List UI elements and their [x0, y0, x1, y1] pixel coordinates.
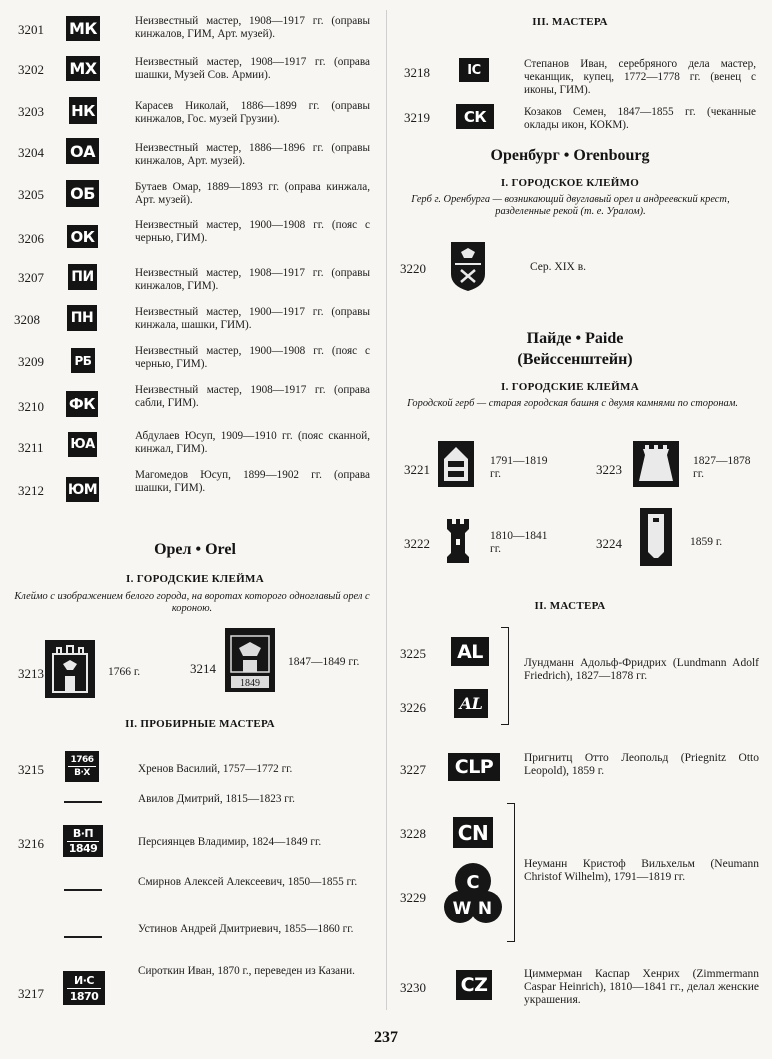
entry-text: Неизвестный мастер, 1900—1908 гг. (пояс с чернью, ГИМ). — [135, 219, 370, 244]
hallmark-3225: AL — [451, 637, 489, 666]
mark-years-3223: 1827—1878 гг. — [693, 455, 751, 480]
mark-text-3220: Сер. XIX в. — [530, 261, 587, 273]
entry-text: Карасев Николай, 1886—1899 гг. (оправы кинжалов, Гос. музей Грузии). — [135, 100, 370, 125]
hallmark-ob: ОБ — [66, 180, 99, 207]
orel-city-marks-desc: Клеймо с изображением белого города, на воротах которого одноглавый орел с короною. — [14, 591, 370, 614]
entry-text-avilov: Авилов Дмитрий, 1815—1823 гг. — [138, 793, 295, 805]
orenburg-desc: Герб г. Оренбурга — возникающий двуглавый орел и андреевский крест, разделенные рекой (т. е. Уралом). — [411, 194, 730, 217]
bracket-3225-3226 — [501, 627, 509, 725]
entry-text-3227: Пригнитц Отто Леопольд (Priegnitz Otto Leopold), 1859 г. — [524, 752, 759, 777]
entry-number: 3210 — [18, 399, 44, 414]
orel-city-mark-1847-icon — [225, 628, 275, 692]
entry-number: 3207 — [18, 270, 44, 285]
mark-number-3230: 3230 — [400, 980, 426, 995]
hallmark-mkh: МХ — [66, 56, 100, 81]
mark-number-3217: 3217 — [18, 986, 44, 1001]
hallmark-ok: ОК — [67, 225, 98, 248]
hallmark-3217-top: И·С — [74, 973, 94, 987]
entry-text-neumann: Неуманн Кристоф Вильхельм (Neumann Christof Wilhelm), 1791—1819 гг. — [524, 858, 759, 883]
mark-number-3220: 3220 — [400, 261, 426, 276]
missing-mark-dash — [64, 889, 102, 891]
section-title-orel: Орел • Orel — [154, 541, 236, 558]
mark-years-3221: 1791—1819 гг. — [490, 455, 548, 480]
entry-text: Магомедов Юсуп, 1899—1902 гг. (оправа шашки, ГИМ). — [135, 469, 370, 494]
entry-text: Абдулаев Юсуп, 1909—1910 гг. (пояс сканной, кинжал, ГИМ). — [135, 430, 370, 455]
mark-year-3213: 1766 г. — [108, 666, 141, 678]
mark-number-3213: 3213 — [18, 666, 44, 681]
mark-number-3227: 3227 — [400, 762, 426, 777]
hallmark-3230: CZ — [456, 970, 492, 1000]
hallmark-3216-top: В·П — [72, 826, 94, 840]
paide-tower-mark-3223-icon — [633, 441, 679, 487]
mark-number-3223: 3223 — [596, 462, 622, 477]
entry-text-3217: Сироткин Иван, 1870 г., переведен из Казани. — [138, 965, 355, 977]
orenburg-coat-of-arms-icon — [449, 240, 487, 292]
hallmark-mk: МК — [66, 16, 100, 41]
entry-number: 3205 — [18, 187, 44, 202]
hallmark-3229-c: C — [466, 872, 480, 893]
hallmark-nk: НК — [69, 97, 97, 124]
entry-number: 3202 — [18, 62, 44, 77]
column-divider — [386, 10, 387, 1010]
mark-number-3226: 3226 — [400, 700, 426, 715]
hallmark-3215 — [65, 751, 99, 782]
hallmark-3229-n: N — [477, 899, 493, 919]
page-number: 237 — [374, 1029, 398, 1046]
mark-number-3228: 3228 — [400, 826, 426, 841]
paide-tower-mark-3224-icon — [640, 508, 672, 566]
hallmark-yum: ЮМ — [66, 477, 99, 502]
entry-number: 3204 — [18, 145, 44, 160]
entry-text: Неизвестный мастер, 1900—1908 гг. (пояс с чернью, ГИМ). — [135, 345, 370, 370]
entry-text: Неизвестный мастер, 1900—1917 гг. (оправы кинжала, шашки, ГИМ). — [135, 306, 370, 331]
mark-number-3216: 3216 — [18, 836, 44, 851]
hallmark-3219: СК — [456, 104, 494, 129]
entry-number: 3203 — [18, 104, 44, 119]
section-subtitle-paide: (Вейссенштейн) — [517, 351, 633, 368]
mark-number-3218: 3218 — [404, 65, 430, 80]
mark-number-3221: 3221 — [404, 462, 430, 477]
entry-number: 3201 — [18, 22, 44, 37]
entry-text-lundmann: Лундманн Адольф-Фридрих (Lundmann Adolf Friedrich), 1827—1878 гг. — [524, 657, 759, 682]
missing-mark-dash — [64, 801, 102, 803]
entry-text-3219: Козаков Семен, 1847—1855 гг. (чеканные оклады икон, КОКМ). — [524, 106, 756, 131]
hallmark-3229-cwn-icon — [444, 862, 502, 928]
mark-stamp-text-3214: 1849 — [240, 678, 260, 689]
mark-year-3214: 1847—1849 гг. — [288, 656, 360, 668]
orel-city-marks-heading: I. ГОРОДСКИЕ КЛЕЙМА — [126, 573, 264, 585]
mark-number-3224: 3224 — [596, 536, 622, 551]
mark-number-3222: 3222 — [404, 536, 430, 551]
entry-text: Неизвестный мастер, 1908—1917 гг. (оправы кинжалов, ГИМ). — [135, 267, 370, 292]
mark-years-3224: 1859 г. — [690, 536, 723, 548]
hallmark-fk: ФК — [66, 391, 98, 417]
hallmark-rb: РБ — [71, 348, 95, 373]
paide-city-marks-desc: Городской герб — старая городская башня с двумя камнями по сторонам. — [407, 398, 738, 409]
entry-text: Бутаев Омар, 1889—1893 гг. (оправа кинжала, Арт. музей). — [135, 181, 370, 206]
entry-text: Неизвестный мастер, 1908—1917 гг. (оправы кинжалов, ГИМ, Арт. музей). — [135, 15, 370, 40]
entry-text-3216: Персиянцев Владимир, 1824—1849 гг. — [138, 836, 322, 848]
mark-number-3219: 3219 — [404, 110, 430, 125]
hallmark-3226: AL — [454, 689, 488, 718]
hallmark-3218: IC — [459, 58, 489, 82]
entry-text-smirnov: Смирнов Алексей Алексеевич, 1850—1855 гг. — [138, 876, 358, 888]
entry-text-3230: Циммерман Каспар Хенрих (Zimmermann Caspar Heinrich), 1810—1841 гг., делал женские украшения. — [524, 968, 759, 1006]
hallmark-3217 — [63, 971, 105, 1005]
mark-number-3214: 3214 — [190, 661, 216, 676]
entry-text-ustinov: Устинов Андрей Дмитриевич, 1855—1860 гг. — [138, 923, 354, 935]
section-title-orenburg: Оренбург • Orenbourg — [490, 147, 650, 164]
paide-tower-mark-3221-icon — [438, 441, 474, 487]
hallmark-oa: ОА — [66, 138, 99, 164]
entry-number: 3212 — [18, 483, 44, 498]
entry-text-3218: Степанов Иван, серебряного дела мастер, чеканщик, купец, 1772—1778 гг. (венец с иконы, ГИМ). — [524, 58, 756, 96]
hallmark-3216-bottom: 1849 — [68, 841, 98, 855]
hallmark-3228: CN — [453, 817, 493, 848]
entry-text-3215: Хренов Василий, 1757—1772 гг. — [138, 763, 293, 775]
orel-city-mark-icon — [45, 640, 95, 698]
mark-number-3215: 3215 — [18, 762, 44, 777]
paide-tower-mark-3222-icon — [444, 517, 472, 563]
hallmark-pi: ПИ — [68, 264, 97, 290]
entry-text: Неизвестный мастер, 1908—1917 гг. (оправа шашки, Музей Сов. Армии). — [135, 56, 370, 81]
hallmark-3229-w: W — [452, 899, 472, 919]
entry-text: Неизвестный мастер, 1908—1917 гг. (оправа сабли, ГИМ). — [135, 384, 370, 409]
entry-number: 3208 — [14, 312, 40, 327]
hallmark-3227: CLP — [448, 753, 500, 781]
entry-number: 3206 — [18, 231, 44, 246]
section-title-paide: Пайде • Paide — [526, 330, 624, 347]
right-masters-heading: III. МАСТЕРА — [532, 16, 608, 28]
orel-assay-heading: II. ПРОБИРНЫЕ МАСТЕРА — [125, 718, 275, 730]
entry-text: Неизвестный мастер, 1886—1896 гг. (оправы кинжалов, Арт. музей). — [135, 142, 370, 167]
hallmark-3216 — [63, 825, 103, 857]
missing-mark-dash — [64, 936, 102, 938]
hallmark-3215-top: 1766 — [70, 755, 94, 765]
hallmark-yua: ЮА — [68, 432, 97, 457]
hallmark-3217-bottom: 1870 — [69, 989, 99, 1003]
paide-masters-heading: II. МАСТЕРА — [534, 600, 606, 612]
orenburg-heading: I. ГОРОДСКОЕ КЛЕЙМО — [500, 177, 640, 189]
hallmark-pn: ПН — [67, 305, 97, 331]
mark-number-3229: 3229 — [400, 890, 426, 905]
bracket-3228-3229 — [507, 803, 515, 942]
entry-number: 3211 — [18, 440, 44, 455]
paide-city-marks-heading: I. ГОРОДСКИЕ КЛЕЙМА — [501, 381, 639, 393]
hallmark-3215-bottom: В·Х — [74, 768, 90, 778]
mark-number-3225: 3225 — [400, 646, 426, 661]
mark-years-3222: 1810—1841 гг. — [490, 530, 548, 555]
entry-number: 3209 — [18, 354, 44, 369]
